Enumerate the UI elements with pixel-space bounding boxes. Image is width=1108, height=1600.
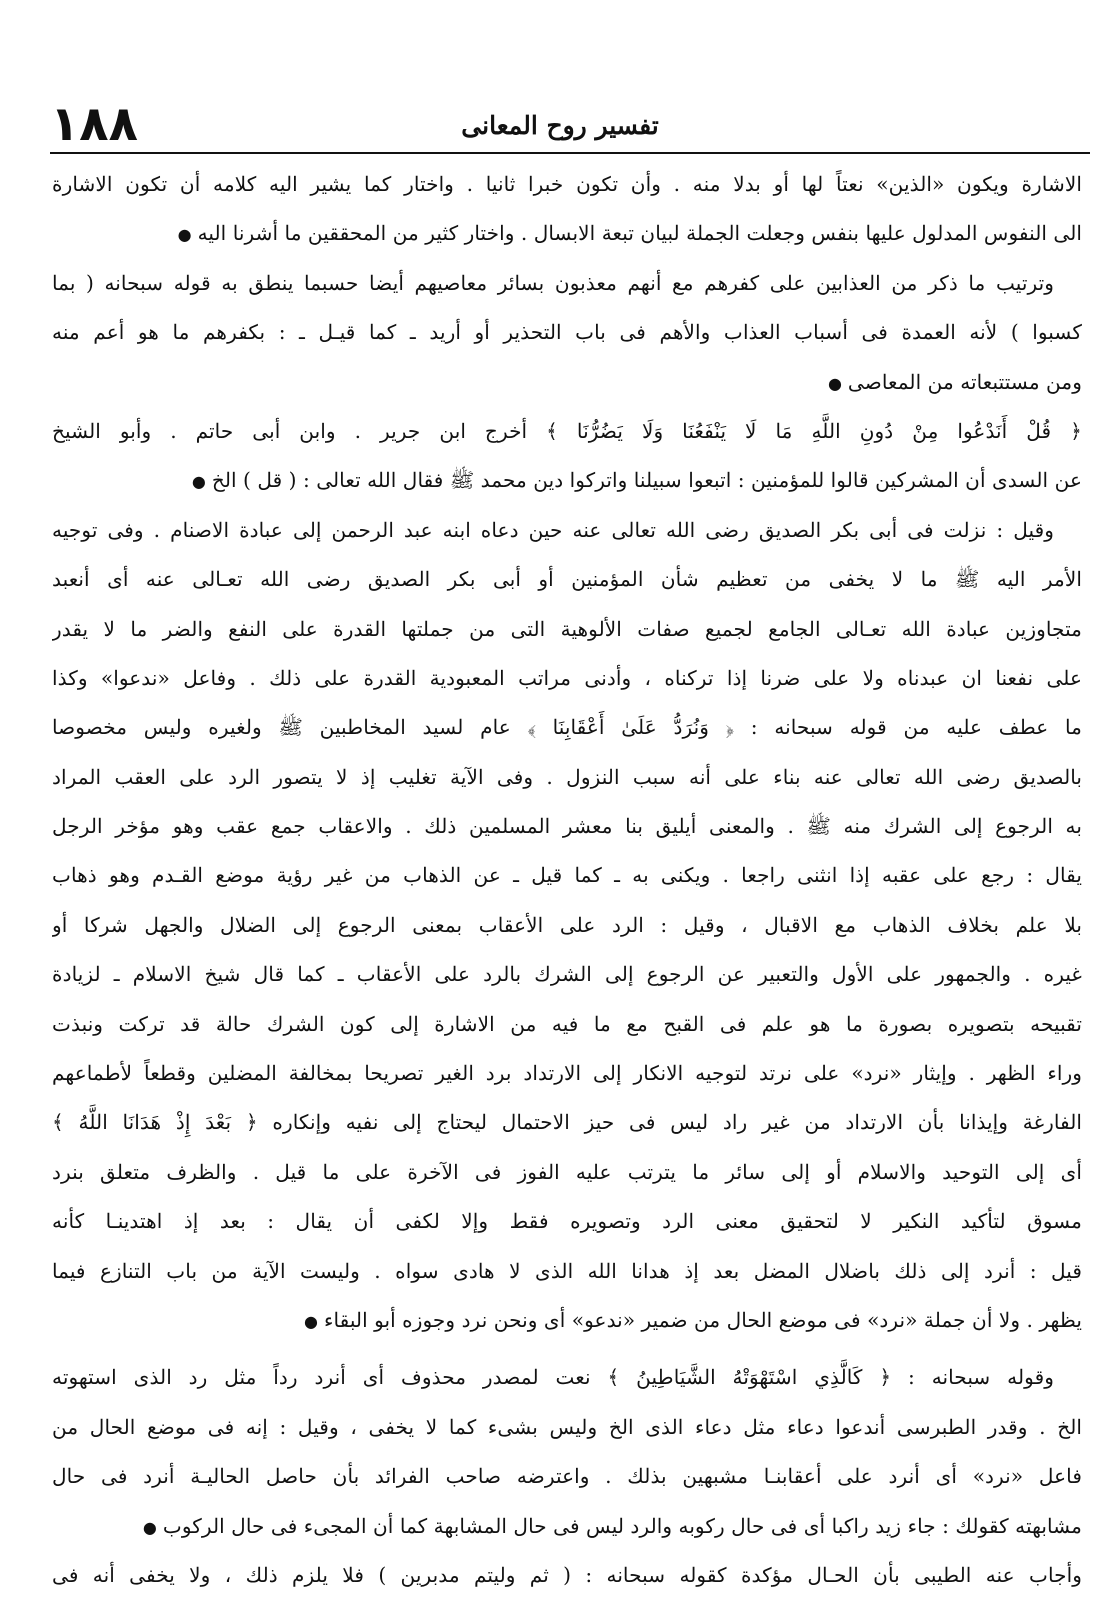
text-line: الاشارة ويكون «الذين» نعتاً لها أو بدلا منه . وأن تكون خبرا ثانيا . واختار كما يشير اليه كلامه أن تكون الاشارة <box>52 172 1082 196</box>
header-rule <box>50 152 1090 154</box>
text-line: غيره . والجمهور على الأول والتعبير عن الرجوع إلى الشرك بالرد على الأعقاب ـ كما قال شيخ الاسلام ـ لزيادة <box>52 962 1082 987</box>
text-line: بالصديق رضى الله تعالى عنه بناء على أنه سبب النزول . وفى الآية تغليب إذ لا يتصور الرد على العقب المراد <box>52 764 1082 789</box>
paragraph-end-mark: ● <box>177 225 192 245</box>
text-line: به الرجوع إلى الشرك منه ﷺ . والمعنى أيليق بنا معشر المسلمين ذلك . والاعقاب جمع عقب وهو مؤخر الرجل <box>52 814 1082 839</box>
text-line <box>52 1502 1082 1551</box>
text-line-content: يظهر . ولا أن جملة «نرد» فى موضع الحال من ضمير «ندعو» أى ونحن نرد وجوزه أبو البقاء <box>323 1307 1082 1332</box>
paragraph-end-mark: ● <box>142 1517 157 1537</box>
page-header <box>40 96 1080 152</box>
text-line: على نفعنا ان عبدناه ولا على ضرنا إذا تركناه ، وأدنى مراتب المعبودية القدرة على ذلك . وفاعل «ندعوا» وكذا <box>52 665 1082 690</box>
text-line: الخ . وقدر الطبرسى أندعوا دعاء مثل دعاء الذى الخ وليس بشىء كما لا يخفى ، وقيل : إنه فى موضع الحال من <box>52 1414 1082 1439</box>
paragraph-end-mark: ● <box>827 373 842 393</box>
text-line <box>52 456 1082 505</box>
running-title: تفسير روح المعانى <box>461 111 659 140</box>
paragraph-end-mark: ● <box>304 1311 318 1331</box>
text-line: قيل : أنرد إلى ذلك باضلال المضل بعد إذ هدانا الله الذى لا هادى سواه . وليست الآية من باب التنازع فيما <box>52 1258 1082 1283</box>
text-line: وراء الظهر . وإيثار «نرد» على نرتد لتوجيه الانكار إلى الارتداد برد الغير تصريحا بمخالفة المضلين وقطعاً لأطماعهم <box>52 1061 1082 1086</box>
text-line: ما عطف عليه من قوله سبحانه : ﴿ وَنُرَدُّ عَلَىٰ أَعْقَابِنَا ﴾ عام لسيد المخاطبين ﷺ ولغيره وليس مخصوصا <box>52 715 1082 740</box>
text-line-content: الى النفوس المدلول عليها بنفس وجعلت الجملة لبيان تبعة الابسال . واختار كثير من المحققين ما أشرنا اليه <box>197 221 1082 246</box>
text-line: ﴿ قُلْ أَنَدْعُوا مِنْ دُونِ اللَّهِ مَا لَا يَنْفَعُنَا وَلَا يَضُرُّنَا ﴾ أخرج ابن جرير . وابن أبى حاتم . وأبو الشيخ <box>52 418 1082 443</box>
text-line: وقوله سبحانه : ﴿ كَالَّذِي اسْتَهْوَتْهُ الشَّيَاطِينُ ﴾ نعت لمصدر محذوف أى أنرد رداً مثل رد الذى استهوته <box>52 1365 1054 1390</box>
text-line: وترتيب ما ذكر من العذابين على كفرهم مع أنهم معذبون بسائر معاصيهم أيضا حسبما ينطق به قوله سبحانه ( بما <box>52 270 1054 295</box>
text-line <box>52 209 1082 258</box>
text-line <box>52 358 1082 407</box>
text-line-content: عن السدى أن المشركين قالوا للمؤمنين : اتبعوا سبيلنا واتركوا دين محمد ﷺ فقال الله تعالى : ( قل ) الخ <box>211 468 1082 493</box>
text-line: أى إلى التوحيد والاسلام أو إلى سائر ما يترتب عليه الفوز فى الآخرة على ما قيل . والظرف متعلق بنرد <box>52 1159 1082 1184</box>
text-line: تقبيحه بتصويره بصورة ما هو علم فى القبح مع ما فيه من الاشارة إلى كون الشرك حالة قد تركت ونبذت <box>52 1011 1082 1036</box>
text-line: بلا علم بخلاف الذهاب مع الاقبال ، وقيل : الرد على الأعقاب بمعنى الرجوع إلى الضلال والجهل شركا أو <box>52 912 1082 937</box>
text-line: متجاوزين عبادة الله تعـالى الجامع لجميع صفات الألوهية التى من جملتها القدرة على النفع والضر ما لا يقدر <box>52 616 1082 641</box>
text-line-content: مشابهته كقولك : جاء زيد راكبا أى فى حال ركوبه والرد ليس فى حال المشابهة كما أن المجىء فى حال الركوب <box>162 1513 1082 1538</box>
text-line: الفارغة وإيذانا بأن الارتداد من غير راد ليس فى حيز الاحتمال ليحتاج إلى نفيه وإنكاره ﴿ بَعْدَ إِذْ هَدَانَا اللَّهُ ﴾ <box>52 1110 1082 1135</box>
text-line: يقال : رجع على عقبه إذا انثنى راجعا . ويكنى به ـ كما قيل ـ عن الذهاب من غير رؤية موضع القـدم وهو ذهاب <box>52 863 1082 888</box>
text-line: فاعل «نرد» أى أنرد على أعقابنـا مشبهين بذلك . واعترضه صاحب الفرائد بأن حاصل الحاليـة أنرد فى حال <box>52 1464 1082 1489</box>
text-line: وقيل : نزلت فى أبى بكر الصديق رضى الله تعالى عنه حين دعاه ابنه عبد الرحمن إلى عبادة الاصنام . وفى توجيه <box>52 517 1054 542</box>
body-text <box>52 160 1082 1600</box>
text-line <box>52 1296 1082 1345</box>
text-line-content: ومن مستتبعاته من المعاصى <box>847 369 1082 394</box>
text-line: مسوق لتأكيد النكير لا لتحقيق معنى الرد وتصويره فقط وإلا لكفى أن يقال : بعد إذ اهتدينـا كأنه <box>52 1209 1082 1234</box>
text-line: الأمر اليه ﷺ ما لا يخفى من تعظيم شأن المؤمنين أو أبى بكر الصديق رضى الله تعـالى عنه أى أنعبد <box>52 567 1082 592</box>
page-number: ١٨٨ <box>50 96 138 152</box>
text-line: وأجاب عنه الطيبى بأن الحـال مؤكدة كقوله سبحانه : ( ثم وليتم مدبرين ) فلا يلزم ذلك ، ولا يخفى أنه فى <box>52 1562 1082 1587</box>
paragraph-end-mark: ● <box>191 472 206 492</box>
text-line: كسبوا ) لأنه العمدة فى أسباب العذاب والأهم فى باب التحذير أو أريد ـ كما قيـل ـ : بكفرهم ما هو أعم منه <box>52 320 1082 345</box>
